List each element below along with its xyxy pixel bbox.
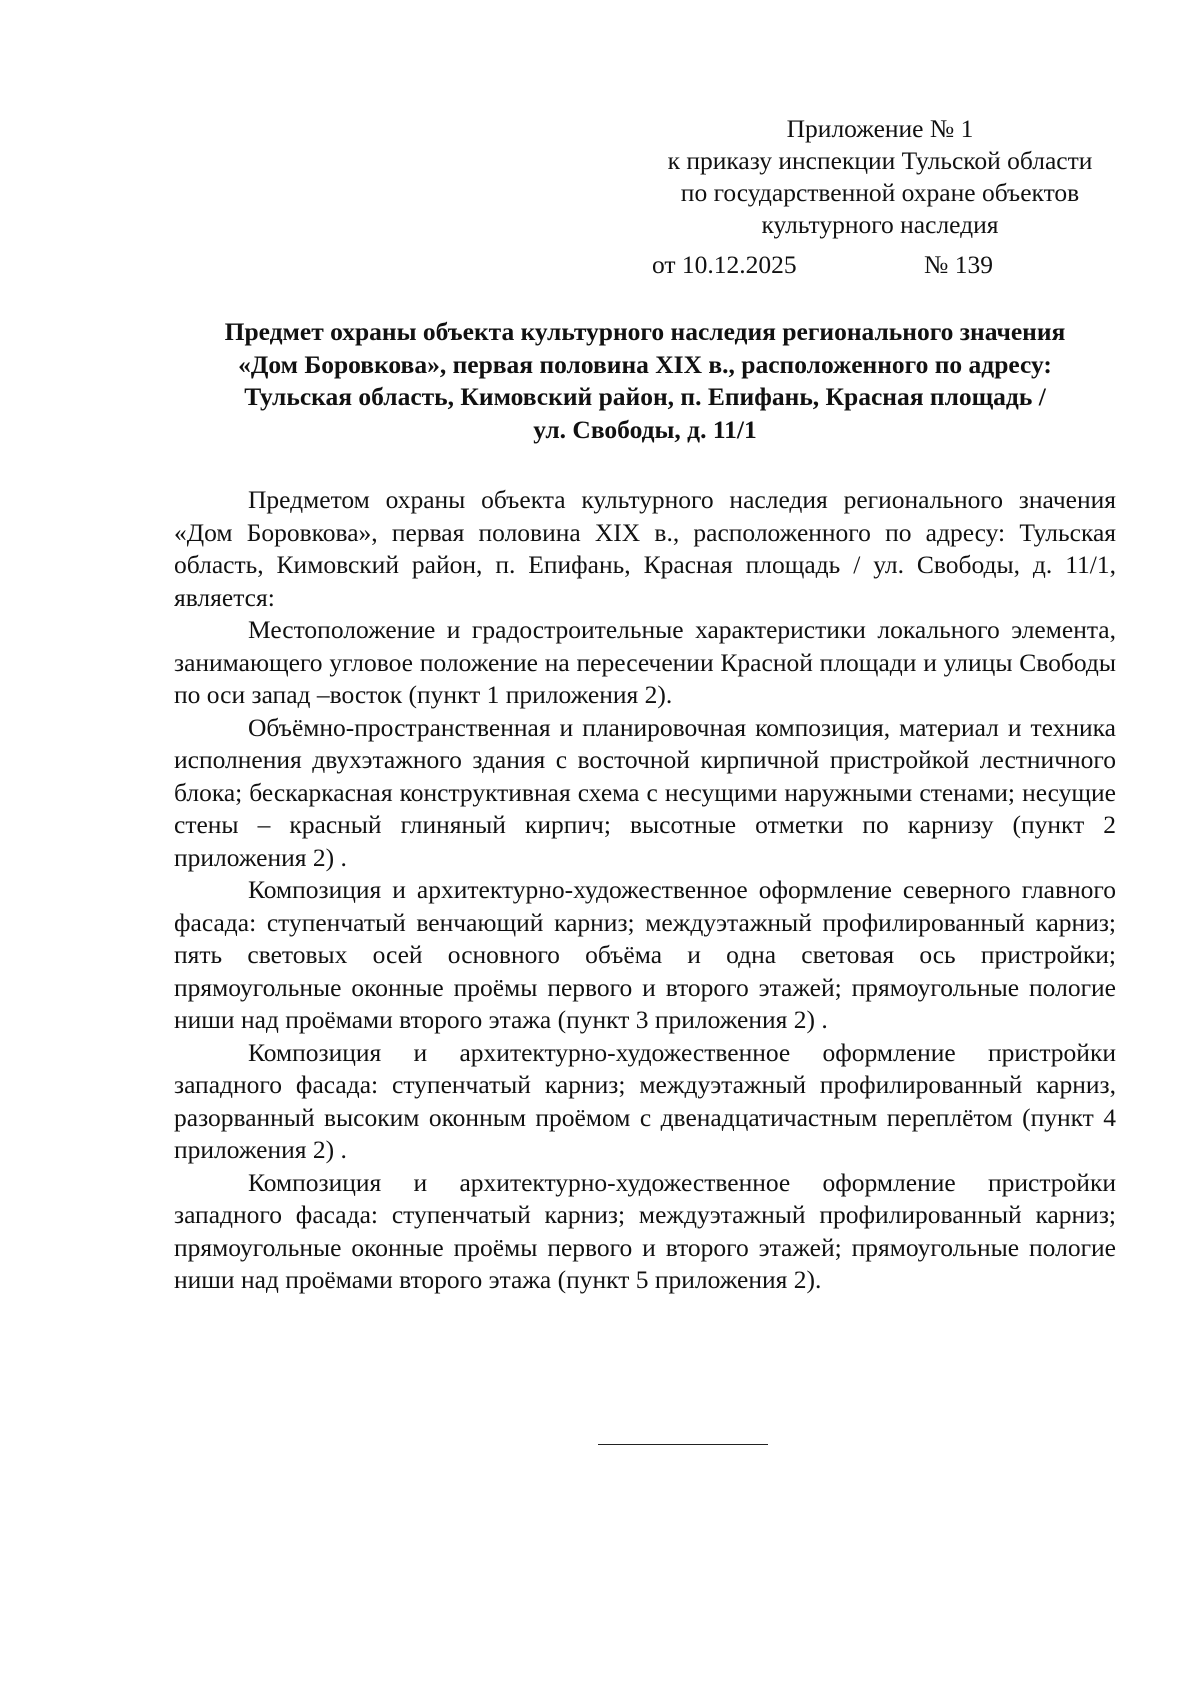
appendix-order-reference: к приказу инспекции Тульской области [667,146,1093,175]
body-paragraph-location: Местоположение и градостроительные характеристики локального элемента, занимающего угловое положение на пересечении Красной площади и улицы Свободы по оси запад –восток (пункт 1 приложения 2). [174,615,1116,709]
body-paragraph-west-facade-openings: Композиция и архитектурно-художественное оформление пристройки западного фасада: ступенчатый карниз; междуэтажный профилированный карниз; прямоугольные оконные проёмы первого и второго этажей; прямоугольные пологие ниши над проёмами второго этажа (пункт 5 приложения 2). [174,1167,1116,1294]
appendix-authority-line-end: культурного наследия [761,210,999,239]
body-paragraph-west-facade-window: Композиция и архитектурно-художественное оформление пристройки западного фасада: ступенчатый карниз; междуэтажный профилированный карниз, разорванный высоким оконным проёмом с двенадцатичастным переплётом (пункт 4 приложения 2) . [174,1037,1116,1164]
body-paragraph-composition: Объёмно-пространственная и планировочная композиция, материал и техника исполнения двухэтажного здания с восточной кирпичной пристройкой лестничного блока; бескаркасная конструктивная схема с несущими наружными стенами; несущие стены – красный глиняный кирпич; высотные отметки по карнизу (пункт 2 приложения 2) . [174,712,1116,872]
document-body [174,484,1116,1297]
order-number: № 139 [924,250,993,279]
title-line: ул. Свободы, д. 11/1 [533,414,757,444]
order-date-number [652,249,1052,281]
title-line: Предмет охраны объекта культурного наследия регионального значения [224,317,1066,346]
appendix-header [620,113,1140,241]
title-line: Тульская область, Кимовский район, п. Епифань, Красная площадь / [244,382,1046,411]
title-line: «Дом Боровкова», первая половина XIX в., расположенного по адресу: [238,349,1052,379]
body-paragraph-north-facade: Композиция и архитектурно-художественное оформление северного главного фасада: ступенчатый венчающий карниз; междуэтажный профилированный карниз; пять световых осей основного объёма и одна световая ось пристройки; прямоугольные оконные проёмы первого и второго этажей; прямоугольные пологие ниши над проёмами второго этажа (пункт 3 приложения 2) . [174,875,1116,1034]
body-paragraph-intro: Предметом охраны объекта культурного наследия регионального значения «Дом Боровкова», первая половина XIX в., расположенного по адресу: Тульская область, Кимовский район, п. Епифань, Красная площадь / ул. Свободы, д. 11/1, является: [174,485,1116,612]
end-separator-line [598,1444,768,1445]
appendix-authority-line: по государственной охране объектов [680,178,1080,207]
document-title [172,316,1118,446]
appendix-number: Приложение № 1 [786,114,974,143]
order-date: от 10.12.2025 [652,250,797,279]
